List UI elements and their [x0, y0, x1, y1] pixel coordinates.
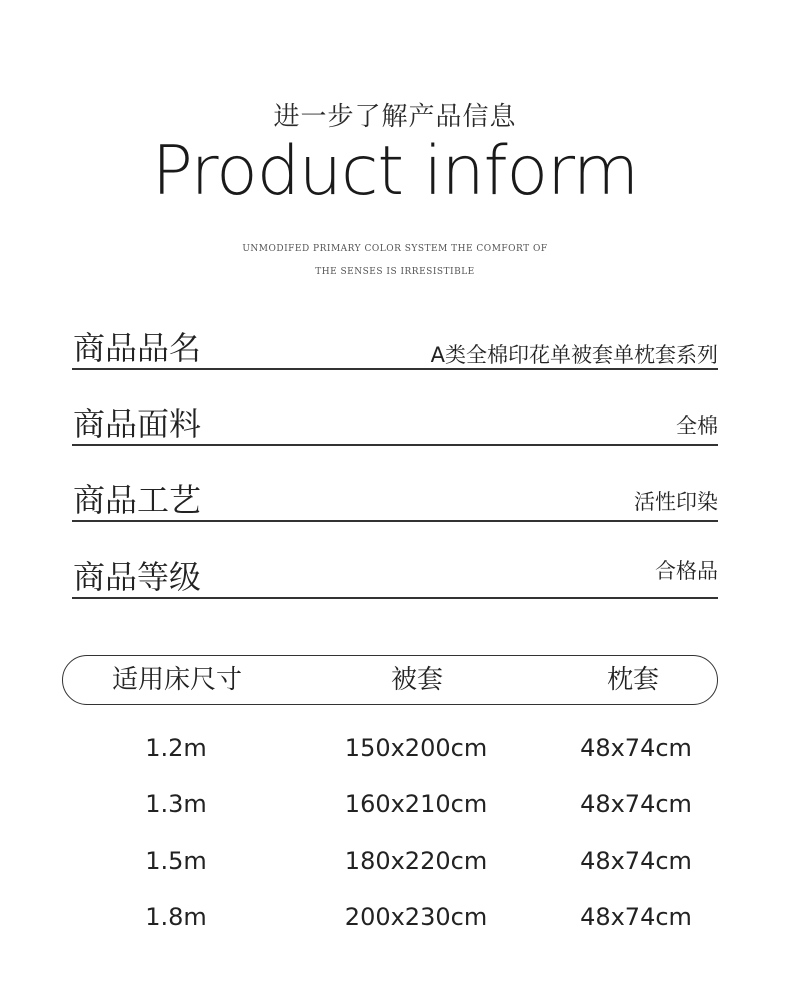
cell-bed-size: 1.5m [145, 847, 207, 875]
cell-pillowcase: 48x74cm [580, 790, 692, 818]
info-value: 合格品 [655, 559, 718, 583]
table-row [0, 784, 790, 824]
info-value: 活性印染 [634, 490, 718, 514]
tagline-line-1: UNMODIFED PRIMARY COLOR SYSTEM THE COMFORT OF [242, 244, 548, 254]
cell-pillowcase: 48x74cm [580, 903, 692, 931]
table-row [0, 897, 790, 937]
cell-duvet-cover: 200x230cm [344, 903, 488, 931]
header-duvet-cover: 被套 [390, 665, 443, 695]
info-label: 商品等级 [73, 558, 202, 596]
tagline [0, 238, 790, 284]
cell-duvet-cover: 160x210cm [344, 790, 488, 818]
info-label: 商品面料 [73, 405, 202, 443]
info-label: 商品工艺 [73, 481, 202, 519]
cell-pillowcase: 48x74cm [580, 734, 692, 762]
subtitle-cn: 进一步了解产品信息 [273, 102, 517, 132]
cell-bed-size: 1.2m [145, 734, 207, 762]
cell-duvet-cover: 180x220cm [344, 847, 488, 875]
info-row-fabric [72, 386, 718, 446]
size-table-header [62, 655, 718, 705]
cell-bed-size: 1.8m [145, 903, 207, 931]
tagline-line-2: THE SENSES IS IRRESISTIBLE [315, 267, 475, 277]
info-value: 全棉 [676, 414, 718, 438]
table-row [0, 728, 790, 768]
cell-duvet-cover: 150x200cm [344, 734, 488, 762]
info-row-grade [72, 539, 718, 599]
cell-pillowcase: 48x74cm [580, 847, 692, 875]
info-label: 商品品名 [73, 329, 202, 367]
info-value: A类全棉印花单被套单枕套系列 [430, 343, 718, 367]
header-bed-size: 适用床尺寸 [111, 665, 242, 695]
info-row-process [72, 462, 718, 522]
table-row [0, 841, 790, 881]
cell-bed-size: 1.3m [145, 790, 207, 818]
info-row-product-name [72, 310, 718, 370]
header-pillowcase: 枕套 [606, 665, 659, 695]
page-title: Product inform [151, 132, 639, 211]
